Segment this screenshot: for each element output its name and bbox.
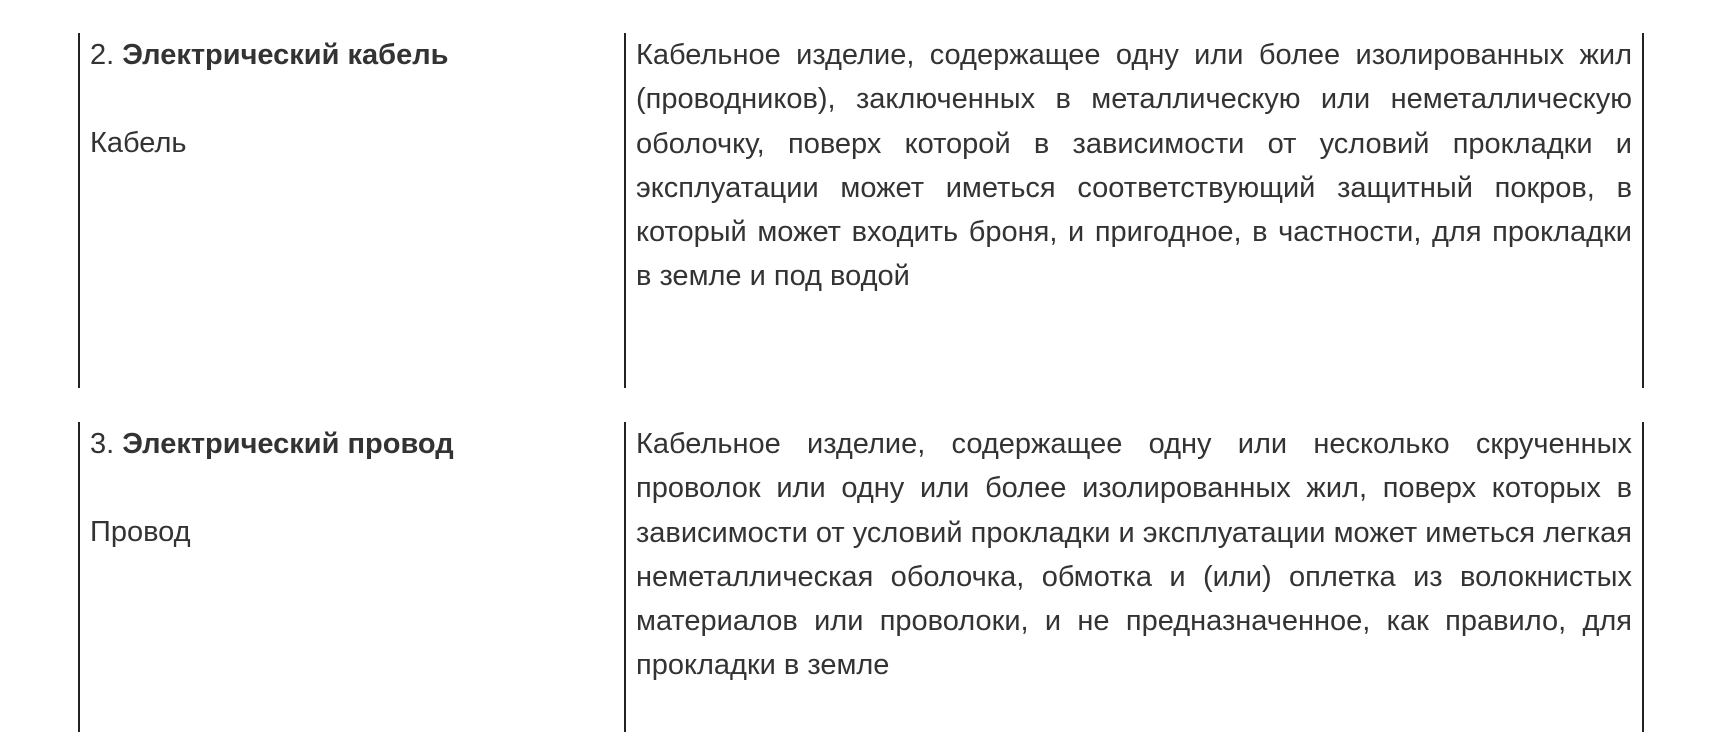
- term-number: 3.: [90, 428, 115, 460]
- cell-border-right: [1642, 33, 1644, 388]
- term-name: Электрический кабель: [122, 39, 449, 71]
- term-short-form: Провод: [90, 516, 191, 548]
- cell-border-right: [1642, 422, 1644, 732]
- term-cell: [90, 33, 610, 165]
- term-definition: Кабельное изделие, содержащее одну или несколько скрученных проволок или одну или более изолированных жил, поверх которых в зависимости от условий прокладки и эксплуатации может иметься легкая неметаллическая оболочка, обмотка и (или) оплетка из волокнистых материалов или проволоки, и не предназначенное, как правило, для прокладки в земле: [636, 428, 1632, 682]
- cell-border-middle: [624, 422, 626, 732]
- term-number: 2.: [90, 39, 115, 71]
- cell-border-left: [78, 422, 80, 732]
- term-row-cable: [0, 33, 1710, 388]
- term-heading: [90, 422, 610, 466]
- cell-border-left: [78, 33, 80, 388]
- term-heading: [90, 33, 610, 77]
- term-row-wire: [0, 422, 1710, 732]
- term-short-form: Кабель: [90, 127, 187, 159]
- term-name: Электрический провод: [122, 428, 454, 460]
- cell-border-middle: [624, 33, 626, 388]
- term-definition: Кабельное изделие, содержащее одну или более изолированных жил (проводников), заключенных в металлическую или неметаллическую оболочку, поверх которой в зависимости от условий прокладки и эксплуатации может иметься соответствующий защитный покров, в который может входить броня, и пригодное, в частности, для прокладки в земле и под водой: [636, 39, 1632, 293]
- term-cell: [90, 422, 610, 554]
